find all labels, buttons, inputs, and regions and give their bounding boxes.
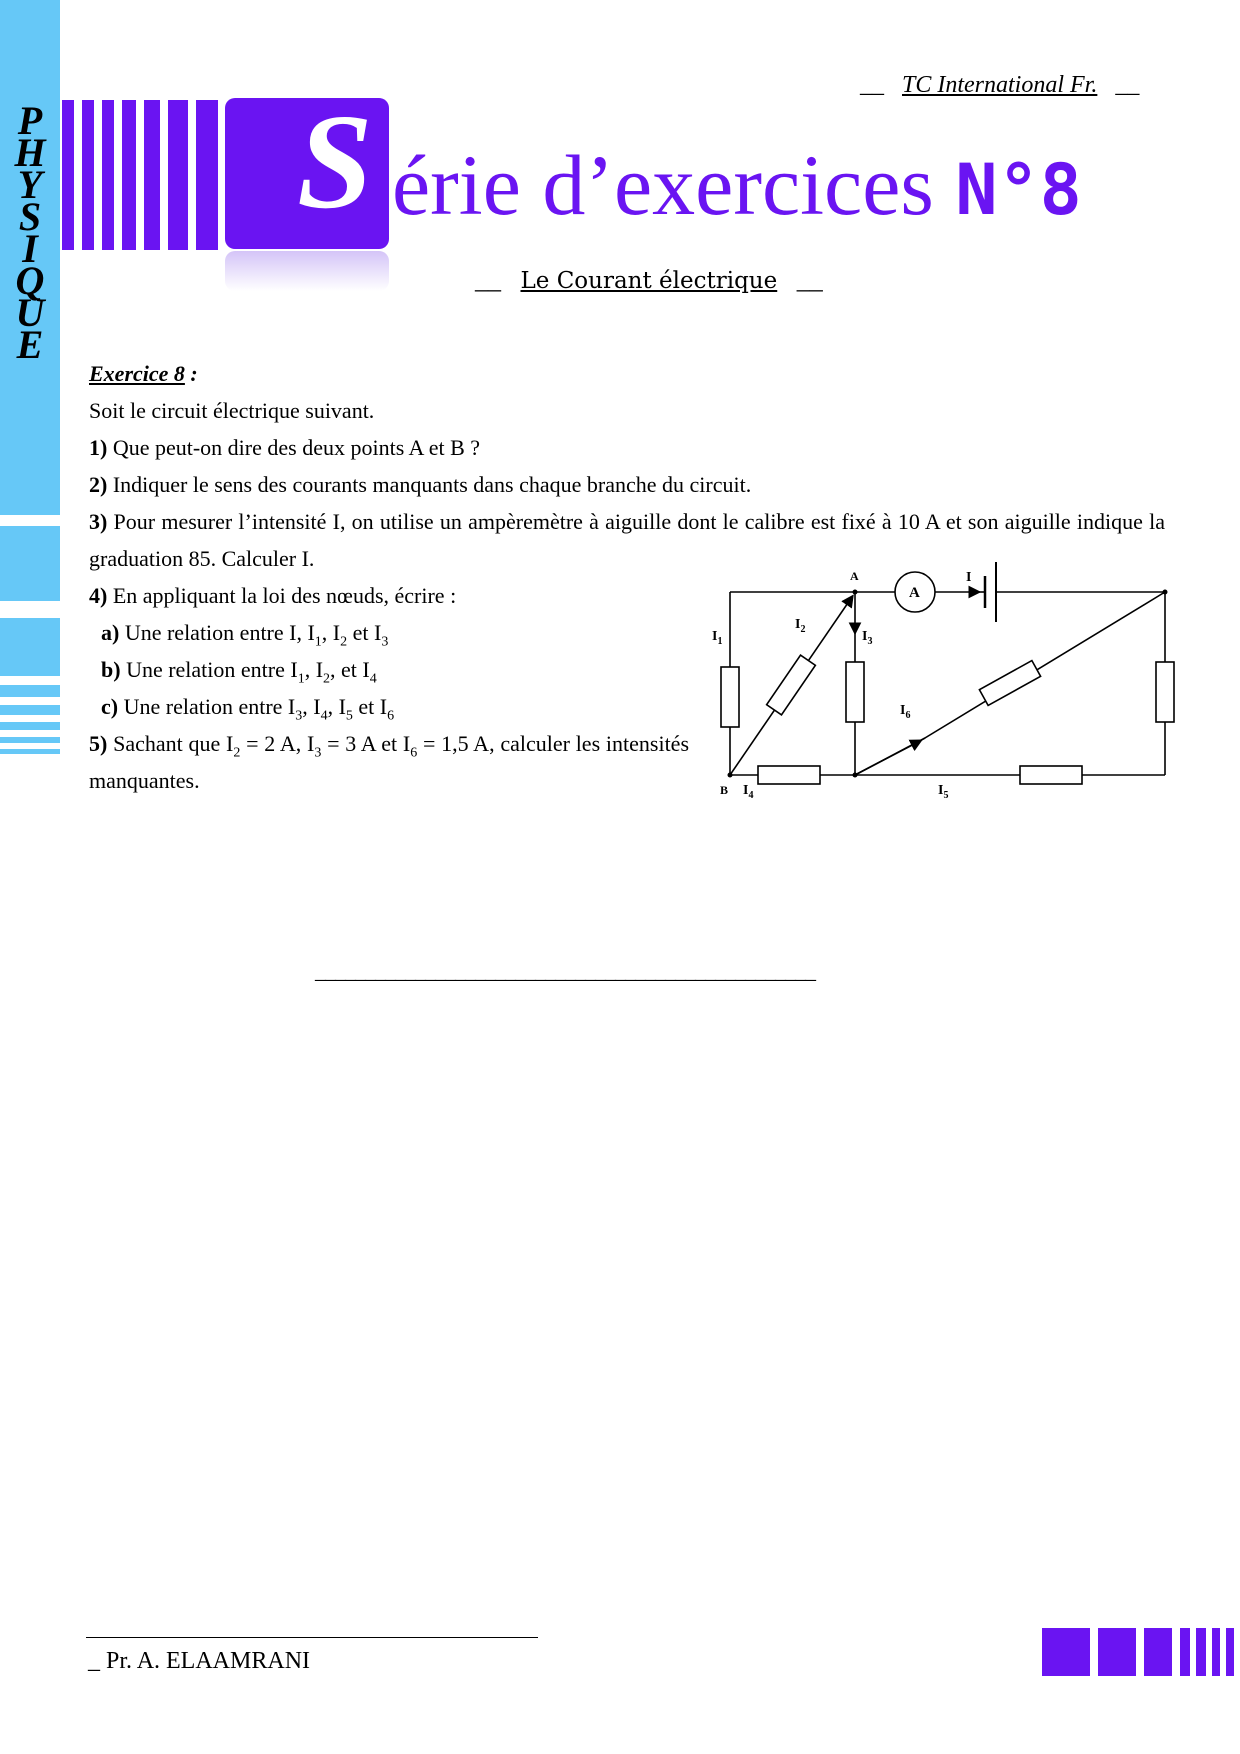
dash: __ [796,265,823,294]
footer-square [1144,1628,1172,1676]
circuit-diagram [700,562,1180,802]
sub-question-letter: a) [101,620,120,645]
sub-question-letter: c) [101,694,119,719]
current-index: 1 [717,636,723,647]
title-bar [122,100,136,250]
sidebar-stripe [0,705,60,715]
subscript: 1 [297,671,305,687]
subscript: 3 [314,745,322,761]
question-text: Pour mesurer l’intensité I, on utilise un ampèremètre à aiguille dont le calibre est fixé à 10 A et son aiguille indique la graduation 85. Calculer I. [89,509,1165,571]
footer-bar [1180,1628,1190,1676]
question-5 [89,725,689,799]
current-symbol: I [938,783,944,798]
sidebar-stripe [0,685,60,697]
footer-square [1098,1628,1136,1676]
class-name: TC International Fr. [902,72,1098,98]
question-text: Une relation entre I, I [119,620,315,645]
heading-colon: : [184,361,198,386]
subscript: 1 [314,634,322,650]
node-b-label: B [720,783,729,797]
title-initial: S [297,87,373,237]
current-i3-label [862,629,872,647]
question-text: = 2 A, I [240,731,315,756]
question-number: 3) [89,509,108,534]
question-text: , I [302,694,321,719]
sidebar [0,0,60,1754]
question-text: et I [347,620,382,645]
resistor-r3 [846,662,864,722]
question-text: = 1,5 A, calculer les intensités manquantes. [89,731,690,793]
current-index: 5 [943,790,949,801]
subscript: 6 [387,708,395,724]
series-number: N°8 [955,149,1082,231]
title-bar [102,100,114,250]
subscript: 5 [345,708,353,724]
junction-dot [853,773,858,778]
current-symbol: I [862,629,868,644]
question-text: Une relation entre I [120,657,298,682]
footer-bar [1212,1628,1220,1676]
subject-letter: I [22,226,38,271]
question-1 [89,429,1165,466]
current-i2-label [795,617,805,635]
question-text: , I [321,620,341,645]
junction-dot [1163,590,1168,595]
current-symbol: I [900,703,906,718]
sidebar-stripe [0,722,60,730]
current-index: 2 [800,624,806,635]
subscript: 2 [340,634,348,650]
question-text: = 3 A et I [321,731,411,756]
question-2 [89,466,1165,503]
subscript: 4 [320,708,328,724]
question-text: Une relation entre I [118,694,296,719]
subject-letter: S [18,194,42,239]
dash: __ [1115,72,1140,98]
resistor-r5 [1020,766,1082,784]
question-text: Que peut-on dire des deux points A et B ? [107,435,481,460]
subscript: 2 [233,745,241,761]
current-symbol: I [743,783,749,798]
subject-vertical-label [8,98,52,367]
ammeter-label: A [909,585,920,601]
footer-square [1042,1628,1090,1676]
chapter-subtitle [475,265,823,295]
dash: __ [475,265,501,294]
chapter-title: Le Courant électrique [520,268,778,294]
question-text: Sachant que I [107,731,234,756]
resistor-r2 [767,655,816,715]
sidebar-stripe [0,526,60,601]
author-signature: _ Pr. A. ELAAMRANI [88,1648,311,1674]
title-bar [168,100,188,250]
current-i4-label [743,783,753,801]
sidebar-stripe [0,618,60,676]
title-reflection [225,251,389,291]
sidebar-stripe [0,749,60,754]
question-text: , I [304,657,324,682]
subject-letter: P [17,98,43,143]
title-bar [62,100,74,250]
subject-letter: Y [17,162,43,207]
wire [920,592,1165,741]
subscript: 3 [381,634,389,650]
current-i1-label [712,629,722,647]
separator-line: __________________________________________________ [315,958,815,983]
title-bar [196,100,218,250]
current-i-label: I [966,570,972,585]
footer-bar [1226,1628,1234,1676]
subscript: 6 [410,745,418,761]
wire [855,741,920,775]
title-bar [144,100,160,250]
subject-letter: H [14,130,46,175]
current-index: 6 [905,710,911,721]
footer-rule [86,1637,538,1638]
current-symbol: I [712,629,718,644]
footer-bar [1196,1628,1206,1676]
question-text: , et I [330,657,370,682]
subscript: 4 [369,671,377,687]
page-title [392,135,1082,240]
question-text: et I [352,694,388,719]
sub-question-letter: b) [101,657,121,682]
question-text: , I [327,694,346,719]
exercise-title: Exercice 8 [89,361,185,386]
resistor-r6 [979,661,1040,706]
subscript: 3 [295,708,303,724]
question-number: 2) [89,472,108,497]
dash: __ [860,72,884,98]
current-i6-label [900,703,910,721]
question-text: En appliquant la loi des nœuds, écrire : [107,583,457,608]
subject-letter: Q [15,258,45,303]
subject-letter: U [15,290,45,335]
current-i5-label [938,783,948,801]
question-text: Indiquer le sens des courants manquants dans chaque branche du circuit. [107,472,752,497]
subject-letter: E [16,322,44,367]
node-a-dot [853,590,858,595]
exercise-heading [89,355,1165,392]
subscript: 2 [323,671,331,687]
question-number: 4) [89,583,108,608]
question-number: 5) [89,731,108,756]
title-bar [82,100,94,250]
resistor-r1 [721,667,739,727]
current-symbol: I [795,617,801,632]
title-text: érie d’exercices [392,137,956,233]
current-index: 3 [867,636,873,647]
current-index: 4 [748,790,754,801]
node-b-dot [728,773,733,778]
resistor-r4 [758,766,820,784]
sidebar-stripe [0,737,60,743]
exercise-intro: Soit le circuit électrique suivant. [89,398,375,423]
node-a-label: A [850,569,859,583]
question-number: 1) [89,435,108,460]
resistor-right [1156,662,1174,722]
